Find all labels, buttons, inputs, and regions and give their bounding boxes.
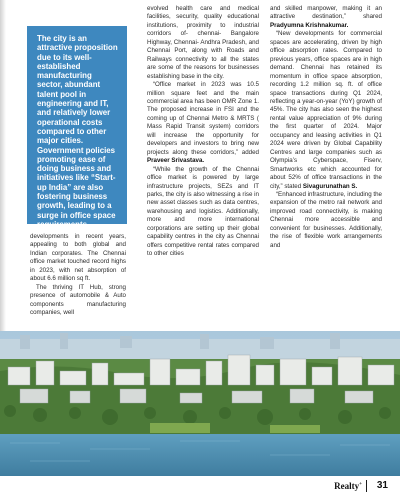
col1-paragraph-2: The thriving IT Hub, strong presence of automobile & Auto components manufacturing companies, well <box>30 283 126 317</box>
city-skyline-photo <box>0 331 400 476</box>
skyline-illustration <box>0 331 400 476</box>
column-3 <box>270 5 382 250</box>
col3-paragraph-1-text: and skilled manpower, making it an attractive destination,” shared <box>270 5 382 21</box>
page-footer <box>0 476 400 497</box>
highlight-text: The city is an attractive proposition due to its well-established manufacturing sector, abundant talent pool in engineering and IT, and relatively lower operational costs compared to other major cities. Government policies promoting ease of doing business and initiatives like “Start-up India” are also fostering business growth, leading to a surge in office space requirements. <box>37 34 118 229</box>
col2-paragraph-1: evolved health care and medical facilities, security, quality educational institutions, proximity to industrial corridors of- chennai- Bangalore Highway, Chennai- Andhra Pradesh, and Chennai Port, along with Roads and Railways connectivity to all the states are some of the reasons for businesses establishing base in the city. <box>147 5 259 80</box>
col3-paragraph-2 <box>270 30 382 191</box>
col2-paragraph-3: “While the growth of the Chennai office market is powered by large infrastructure projects, SEZs and IT parks, the city is also witnessing a rise in new asset classes such as data centres, warehousing and logistics. Additionally, more and more international corporations are setting up their global capability centres in the city as Chennai offers competitive rental rates compared to other cities <box>147 165 259 258</box>
col3-paragraph-3: “Enhanced infrastructure, including the expansion of the metro rail network and improved road connectivity, is making Chennai more accessible and convenient for businesses. Additionally, the rise of flexible work arrangements and <box>270 190 382 249</box>
col2-paragraph-2-text: “Office market in 2023 was 10.5 million square feet and the main commercial area has been OMR Zone 1. The proposed increase in FSI and the coming up of Chennai Metro & MRTS ( Mass Rapid Transit system) corridors will increase the opportunity for developers and investors to bring new projects along these corridors,” added <box>147 81 259 156</box>
highlight-box <box>27 26 127 229</box>
brand-text: Realty <box>334 481 360 491</box>
col2-paragraph-2 <box>147 81 259 166</box>
column-1 <box>30 233 126 318</box>
speaker-name-pradyumna: Pradyumna Krishnakumar. <box>270 21 349 29</box>
page-number: 31 <box>376 480 388 491</box>
brand-mark: + <box>359 482 362 487</box>
col3-paragraph-2-text: “New developments for commercial spaces are accelerating, driven by high office absorption rates. Compared to previous years, office spaces are in high demand. Chennai has retained its momentum in office space absorption, recording 1.2 million sq. ft. of office space transactions during Q1 2024, reflecting a year-on-year (YoY) growth of 45%. The city has also seen the highest rental value appreciation of 9% during the first quarter of 2024. Major occupancy and leasing activities in Q1 2024 were driven by Global Capability Centres and large companies such as Olympia’s Cyberspace, Fiserv, Smartworks etc which accounted for about 52% of office transactions in the city,” stated <box>270 30 382 190</box>
col3-paragraph-1 <box>270 5 382 30</box>
speaker-name-sivagurunathan: Sivagurunathan S. <box>302 182 358 190</box>
col1-paragraph-1: developments in recent years, appealing to both global and Indian corporates. The Chennai office market touched record highs in 2023, with net absorption of about 6.6 million sq ft. <box>30 233 126 283</box>
speaker-name-praveer: Praveer Srivastava. <box>147 157 205 165</box>
column-2 <box>147 5 259 259</box>
footer-divider <box>366 480 367 492</box>
magazine-logo <box>334 481 362 491</box>
